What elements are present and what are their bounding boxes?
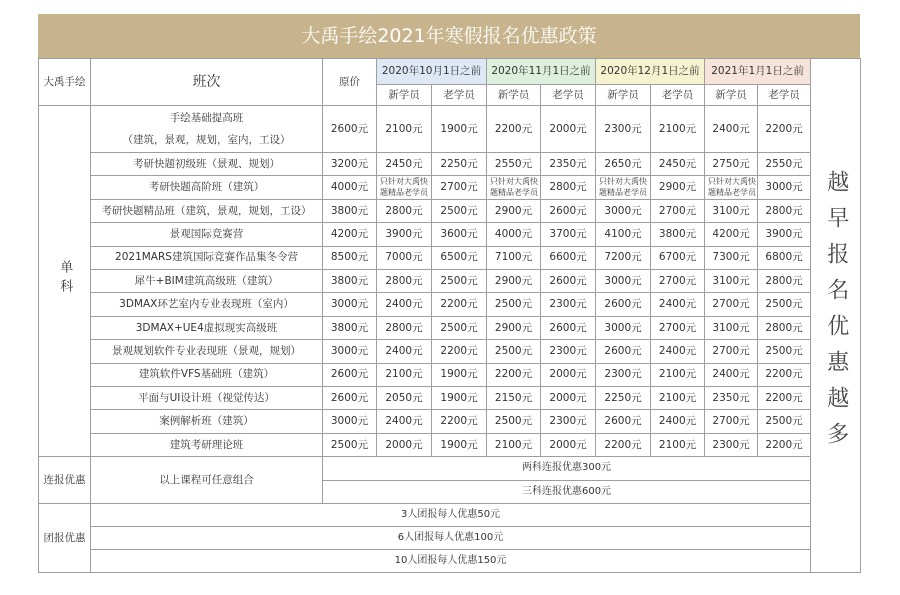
- original-price: 3800元: [323, 199, 377, 222]
- group-discount-label: 团报优惠: [39, 504, 91, 573]
- old-student-price: 2100元: [651, 386, 705, 409]
- old-student-price: 3700元: [541, 223, 596, 246]
- course-name: 案例解析班（建筑）: [91, 410, 323, 433]
- single-course-label: 单科: [57, 260, 73, 299]
- page-title: 大禹手绘2021年寒假报名优惠政策: [38, 14, 860, 58]
- restriction-note: 只针对大禹快题精品老学员: [377, 176, 432, 199]
- course-name: 建筑考研理论班: [91, 433, 323, 456]
- new-student-price: 2800元: [377, 199, 432, 222]
- old-student-price: 2200元: [432, 410, 487, 433]
- new-student-price: 2350元: [705, 386, 758, 409]
- new-student-price: 3000元: [596, 199, 651, 222]
- new-student-price: 2300元: [705, 433, 758, 456]
- course-name: 考研快题初级班（景观、规划）: [91, 153, 323, 176]
- new-student-price: 7300元: [705, 246, 758, 269]
- old-student-price: 2600元: [541, 316, 596, 339]
- course-name: 景观国际竞赛营: [91, 223, 323, 246]
- old-student-price: 2500元: [432, 269, 487, 292]
- new-student-price: 3900元: [377, 223, 432, 246]
- old-student-price: 2800元: [758, 316, 811, 339]
- new-student-price: 2200元: [596, 433, 651, 456]
- new-student-price: 2900元: [487, 316, 541, 339]
- course-name: 考研快题高阶班（建筑）: [91, 176, 323, 199]
- combo-row: [39, 457, 861, 481]
- restriction-note: 只针对大禹快题精品老学员: [487, 176, 541, 199]
- course-name: 3DMAX+UE4虚拟现实高级班: [91, 316, 323, 339]
- course-row: [39, 269, 861, 292]
- course-name: 2021MARS建筑国际竞赛作品集冬令营: [91, 246, 323, 269]
- old-student-price: 2200元: [758, 363, 811, 386]
- combo-discount-item: 三科连报优惠600元: [323, 480, 811, 504]
- new-student-price: 7200元: [596, 246, 651, 269]
- group-row: [39, 527, 861, 550]
- course-row: [39, 153, 861, 176]
- old-student-price: 2600元: [541, 199, 596, 222]
- old-student-price: 2700元: [651, 269, 705, 292]
- new-student-price: 2900元: [487, 269, 541, 292]
- old-student-price: 2300元: [541, 410, 596, 433]
- old-student-price: 1900元: [432, 386, 487, 409]
- old-student-header: 老学员: [651, 85, 705, 106]
- new-student-price: 3000元: [596, 316, 651, 339]
- new-student-price: 2400元: [705, 363, 758, 386]
- new-student-price: 2700元: [705, 293, 758, 316]
- new-student-price: 4000元: [487, 223, 541, 246]
- new-student-header: 新学员: [487, 85, 541, 106]
- new-student-price: 2500元: [487, 293, 541, 316]
- new-student-price: 2000元: [377, 433, 432, 456]
- new-student-price: 2200元: [487, 363, 541, 386]
- new-student-price: 2600元: [596, 340, 651, 363]
- combo-discount-label: 连报优惠: [39, 457, 91, 504]
- old-student-price: 2000元: [541, 106, 596, 153]
- group-discount-item: 3人团报每人优惠50元: [91, 504, 811, 527]
- new-student-price: 2700元: [705, 410, 758, 433]
- new-student-price: 2400元: [377, 410, 432, 433]
- new-student-header: 新学员: [705, 85, 758, 106]
- old-student-price: 6700元: [651, 246, 705, 269]
- new-student-price: 2300元: [596, 106, 651, 153]
- old-student-price: 2000元: [541, 363, 596, 386]
- old-student-price: 3800元: [651, 223, 705, 246]
- group-discount-item: 6人团报每人优惠100元: [91, 527, 811, 550]
- new-student-price: 2700元: [705, 340, 758, 363]
- original-price: 2600元: [323, 363, 377, 386]
- new-student-price: 2100元: [487, 433, 541, 456]
- new-student-header: 新学员: [596, 85, 651, 106]
- old-student-price: 2200元: [758, 386, 811, 409]
- old-student-price: 2400元: [651, 340, 705, 363]
- old-student-price: 2500元: [432, 199, 487, 222]
- course-row: [39, 410, 861, 433]
- restriction-note: 只针对大禹快题精品老学员: [596, 176, 651, 199]
- course-row: [39, 316, 861, 339]
- new-student-price: 2400元: [705, 106, 758, 153]
- old-student-price: 2500元: [758, 293, 811, 316]
- new-student-header: 新学员: [377, 85, 432, 106]
- old-student-price: 6600元: [541, 246, 596, 269]
- new-student-price: 2500元: [487, 340, 541, 363]
- old-student-price: 2100元: [651, 106, 705, 153]
- group-discount-item: 10人团报每人优惠150元: [91, 550, 811, 573]
- new-student-price: 2750元: [705, 153, 758, 176]
- course-header: 班次: [91, 59, 323, 106]
- side-slogan-cell: [811, 59, 861, 573]
- new-student-price: 2300元: [596, 363, 651, 386]
- group-row: [39, 550, 861, 573]
- original-price: 3800元: [323, 269, 377, 292]
- old-student-price: 2900元: [651, 176, 705, 199]
- old-student-price: 2700元: [651, 316, 705, 339]
- old-student-price: 6500元: [432, 246, 487, 269]
- new-student-price: 3100元: [705, 199, 758, 222]
- new-student-price: 4100元: [596, 223, 651, 246]
- old-student-price: 2800元: [541, 176, 596, 199]
- original-price: 3000元: [323, 293, 377, 316]
- old-student-price: 2300元: [541, 340, 596, 363]
- pricing-table: [38, 58, 861, 573]
- combo-discount-item: 两科连报优惠300元: [323, 457, 811, 481]
- old-student-price: 2200元: [432, 340, 487, 363]
- course-row: [39, 176, 861, 199]
- old-student-header: 老学员: [432, 85, 487, 106]
- original-price: 2600元: [323, 106, 377, 153]
- course-row: [39, 293, 861, 316]
- group-row: [39, 504, 861, 527]
- new-student-price: 2550元: [487, 153, 541, 176]
- course-name: 平面与UI设计班（视觉传达）: [91, 386, 323, 409]
- new-student-price: 3000元: [596, 269, 651, 292]
- course-row: [39, 386, 861, 409]
- old-student-price: 2500元: [758, 340, 811, 363]
- original-price-header: 原价: [323, 59, 377, 106]
- course-row: [39, 246, 861, 269]
- period-header-jan: 2021年1月1日之前: [705, 59, 811, 85]
- old-student-price: 2200元: [758, 433, 811, 456]
- old-student-price: 2000元: [541, 433, 596, 456]
- new-student-price: 2200元: [487, 106, 541, 153]
- old-student-price: 2100元: [651, 433, 705, 456]
- old-student-price: 2200元: [432, 293, 487, 316]
- old-student-price: 2550元: [758, 153, 811, 176]
- new-student-price: 2900元: [487, 199, 541, 222]
- original-price: 3000元: [323, 410, 377, 433]
- new-student-price: 2250元: [596, 386, 651, 409]
- old-student-price: 2400元: [651, 410, 705, 433]
- new-student-price: 2450元: [377, 153, 432, 176]
- old-student-price: 2800元: [758, 199, 811, 222]
- old-student-price: 2100元: [651, 363, 705, 386]
- side-slogan: 越早报名优惠越多: [823, 169, 849, 458]
- new-student-price: 2800元: [377, 269, 432, 292]
- course-name: 建筑软件VFS基础班（建筑）: [91, 363, 323, 386]
- period-header-dec: 2020年12月1日之前: [596, 59, 705, 85]
- new-student-price: 4200元: [705, 223, 758, 246]
- old-student-price: 3000元: [758, 176, 811, 199]
- course-row: [39, 340, 861, 363]
- period-header-oct: 2020年10月1日之前: [377, 59, 487, 85]
- old-student-price: 2250元: [432, 153, 487, 176]
- course-name: [91, 106, 323, 153]
- old-student-price: 2200元: [758, 106, 811, 153]
- brand-header: 大禹手绘: [39, 59, 91, 106]
- old-student-price: 2500元: [432, 316, 487, 339]
- new-student-price: 3100元: [705, 316, 758, 339]
- new-student-price: 2600元: [596, 293, 651, 316]
- old-student-price: 1900元: [432, 106, 487, 153]
- original-price: 8500元: [323, 246, 377, 269]
- course-row: [39, 106, 861, 153]
- old-student-price: 2450元: [651, 153, 705, 176]
- course-row: [39, 223, 861, 246]
- old-student-price: 2600元: [541, 269, 596, 292]
- course-row: [39, 433, 861, 456]
- new-student-price: 2400元: [377, 293, 432, 316]
- new-student-price: 7000元: [377, 246, 432, 269]
- old-student-price: 2800元: [758, 269, 811, 292]
- new-student-price: 2150元: [487, 386, 541, 409]
- period-header-nov: 2020年11月1日之前: [487, 59, 596, 85]
- old-student-price: 3600元: [432, 223, 487, 246]
- new-student-price: 2800元: [377, 316, 432, 339]
- new-student-price: 3100元: [705, 269, 758, 292]
- old-student-price: 2400元: [651, 293, 705, 316]
- new-student-price: 2600元: [596, 410, 651, 433]
- old-student-price: 2350元: [541, 153, 596, 176]
- original-price: 3800元: [323, 316, 377, 339]
- new-student-price: 7100元: [487, 246, 541, 269]
- old-student-price: 1900元: [432, 433, 487, 456]
- course-name-main: 手绘基础提高班: [169, 112, 244, 124]
- original-price: 3000元: [323, 340, 377, 363]
- old-student-header: 老学员: [541, 85, 596, 106]
- single-course-label-cell: [39, 106, 91, 457]
- course-name: 3DMAX环艺室内专业表现班（室内）: [91, 293, 323, 316]
- restriction-note: 只针对大禹快题精品老学员: [705, 176, 758, 199]
- old-student-price: 2500元: [758, 410, 811, 433]
- combo-note: 以上课程可任意组合: [91, 457, 323, 504]
- course-name: 考研快题精品班（建筑，景观，规划，工设）: [91, 199, 323, 222]
- new-student-price: 2400元: [377, 340, 432, 363]
- original-price: 4200元: [323, 223, 377, 246]
- old-student-price: 1900元: [432, 363, 487, 386]
- old-student-price: 3900元: [758, 223, 811, 246]
- original-price: 2500元: [323, 433, 377, 456]
- course-name: 景观规划软件专业表现班（景观，规划）: [91, 340, 323, 363]
- new-student-price: 2650元: [596, 153, 651, 176]
- new-student-price: 2100元: [377, 363, 432, 386]
- new-student-price: 2050元: [377, 386, 432, 409]
- new-student-price: 2100元: [377, 106, 432, 153]
- old-student-price: 2000元: [541, 386, 596, 409]
- course-row: [39, 363, 861, 386]
- old-student-price: 2700元: [432, 176, 487, 199]
- old-student-price: 2300元: [541, 293, 596, 316]
- old-student-price: 2700元: [651, 199, 705, 222]
- course-name-sub: （建筑，景观，规划，室内，工设）: [122, 134, 291, 146]
- original-price: 3200元: [323, 153, 377, 176]
- new-student-price: 2500元: [487, 410, 541, 433]
- old-student-price: 6800元: [758, 246, 811, 269]
- original-price: 2600元: [323, 386, 377, 409]
- old-student-header: 老学员: [758, 85, 811, 106]
- course-name: 犀牛+BIM建筑高级班（建筑）: [91, 269, 323, 292]
- course-row: [39, 199, 861, 222]
- original-price: 4000元: [323, 176, 377, 199]
